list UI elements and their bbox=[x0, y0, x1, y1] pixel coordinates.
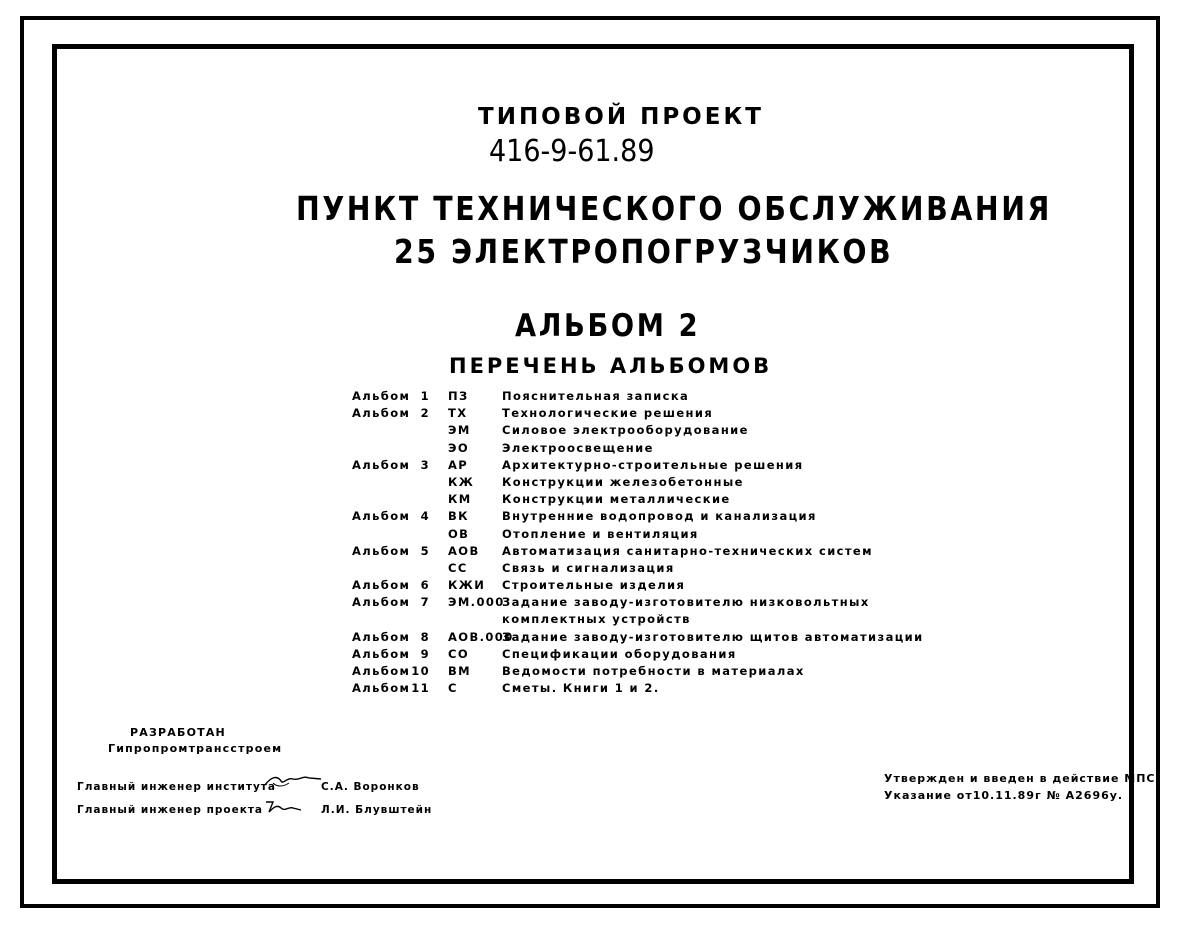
album-description: Конструкции металлические bbox=[502, 492, 731, 507]
signature-role: Главный инженер проекта bbox=[77, 804, 264, 816]
typical-project-number: 416-9-61.89 bbox=[489, 134, 655, 169]
signature-role: Главный инженер института bbox=[77, 781, 276, 793]
signature-name: С.А. Воронков bbox=[321, 781, 420, 793]
album-code: ОВ bbox=[448, 526, 470, 541]
album-code: КЖИ bbox=[448, 578, 486, 593]
album-list-row bbox=[352, 681, 912, 698]
album-list-row bbox=[352, 647, 912, 664]
album-title: АЛЬБОМ 2 bbox=[515, 308, 701, 344]
album-description: Технологические решения bbox=[502, 406, 714, 421]
album-description: Строительные изделия bbox=[502, 578, 686, 593]
album-description: Задание заводу-изготовителю низковольтных bbox=[502, 595, 870, 610]
album-list-row bbox=[352, 492, 912, 509]
album-number: 4 bbox=[420, 509, 430, 524]
album-description: Сметы. Книги 1 и 2. bbox=[502, 681, 660, 696]
album-description: Электроосвещение bbox=[502, 440, 654, 455]
approval-line-1: Утвержден и введен в действие МПС bbox=[884, 772, 1156, 785]
album-code: ЭМ bbox=[448, 423, 471, 438]
developed-by-block bbox=[108, 725, 283, 757]
developed-label: РАЗРАБОТАН bbox=[130, 726, 226, 739]
album-description: Спецификации оборудования bbox=[502, 646, 737, 661]
album-list-row bbox=[352, 406, 912, 423]
album-word: Альбом bbox=[352, 595, 411, 610]
typical-project-label: ТИПОВОЙ ПРОЕКТ bbox=[478, 104, 764, 130]
album-word: Альбом bbox=[352, 646, 411, 661]
album-list-row bbox=[352, 509, 912, 526]
album-code: АОВ.000 bbox=[448, 629, 514, 644]
approval-line-2: Указание от10.11.89г № А2696у. bbox=[884, 789, 1124, 802]
album-number: 2 bbox=[420, 406, 430, 421]
album-description: Отопление и вентиляция bbox=[502, 526, 699, 541]
album-list-row bbox=[352, 561, 912, 578]
album-number: 7 bbox=[420, 595, 430, 610]
album-list-row bbox=[352, 475, 912, 492]
album-number: 9 bbox=[420, 646, 430, 661]
album-word: Альбом bbox=[352, 578, 411, 593]
album-word: Альбом bbox=[352, 664, 411, 678]
album-list-row bbox=[352, 578, 912, 595]
album-description: Автоматизация санитарно-технических систем bbox=[502, 543, 873, 558]
album-description: Пояснительная записка bbox=[502, 389, 690, 403]
album-list bbox=[352, 389, 924, 698]
album-number: 10 bbox=[411, 664, 430, 678]
handwritten-signature-icon bbox=[263, 798, 303, 819]
album-code: КЖ bbox=[448, 474, 475, 489]
album-list-row bbox=[352, 629, 924, 647]
album-description: Архитектурно-строительные решения bbox=[502, 457, 804, 472]
album-description: Конструкции железобетонные bbox=[502, 474, 744, 489]
album-code: ВМ bbox=[448, 664, 472, 678]
album-list-row bbox=[352, 458, 912, 475]
album-code: ЭМ.000 bbox=[448, 595, 505, 610]
album-number: 1 bbox=[420, 389, 430, 403]
album-number: 6 bbox=[420, 578, 430, 593]
album-code: ВК bbox=[448, 509, 469, 524]
album-word: Альбом bbox=[352, 543, 411, 558]
album-description: Связь и сигнализация bbox=[502, 560, 675, 575]
album-word: Альбом bbox=[352, 509, 411, 524]
album-code: ПЗ bbox=[448, 389, 469, 403]
album-number: 3 bbox=[420, 457, 430, 472]
album-code: АОВ bbox=[448, 543, 480, 558]
album-list-row bbox=[352, 423, 912, 440]
album-list-row bbox=[352, 664, 912, 681]
album-word: Альбом bbox=[352, 629, 411, 644]
album-word: Альбом bbox=[352, 681, 411, 696]
album-number: 11 bbox=[411, 681, 430, 696]
album-description: Внутренние водопровод и канализация bbox=[502, 509, 817, 524]
album-list-row bbox=[352, 389, 912, 406]
album-code: СО bbox=[448, 646, 470, 661]
approval-block bbox=[884, 770, 1156, 804]
album-code: СС bbox=[448, 560, 468, 575]
album-code: С bbox=[448, 681, 458, 696]
album-list-row bbox=[352, 441, 912, 458]
album-word: Альбом bbox=[352, 406, 411, 421]
album-description: Ведомости потребности в материалах bbox=[502, 664, 805, 678]
main-title-line-1: ПУНКТ ТЕХНИЧЕСКОГО ОБСЛУЖИВАНИЯ bbox=[296, 189, 1052, 228]
album-list-row bbox=[352, 595, 912, 612]
album-description: комплектных устройств bbox=[502, 612, 691, 627]
album-list-row bbox=[352, 612, 912, 629]
album-code: АР bbox=[448, 457, 469, 472]
handwritten-signature-icon bbox=[263, 773, 323, 794]
album-list-row bbox=[352, 544, 912, 561]
developer-organization: Гипропромтрансстроем bbox=[108, 742, 283, 755]
album-list-title: ПЕРЕЧЕНЬ АЛЬБОМОВ bbox=[449, 354, 773, 378]
album-code: КМ bbox=[448, 492, 472, 507]
signature-name: Л.И. Блувштейн bbox=[321, 804, 433, 816]
album-list-row bbox=[352, 527, 912, 544]
album-code: ЭО bbox=[448, 440, 470, 455]
main-title-line-2: 25 ЭЛЕКТРОПОГРУЗЧИКОВ bbox=[394, 232, 894, 271]
album-number: 5 bbox=[420, 543, 430, 558]
album-number: 8 bbox=[420, 629, 430, 644]
album-word: Альбом bbox=[352, 457, 411, 472]
album-description: Силовое электрооборудование bbox=[502, 423, 749, 438]
album-description: Задание заводу-изготовителю щитов автоматизации bbox=[502, 629, 924, 644]
album-word: Альбом bbox=[352, 389, 411, 403]
album-code: ТХ bbox=[448, 406, 468, 421]
